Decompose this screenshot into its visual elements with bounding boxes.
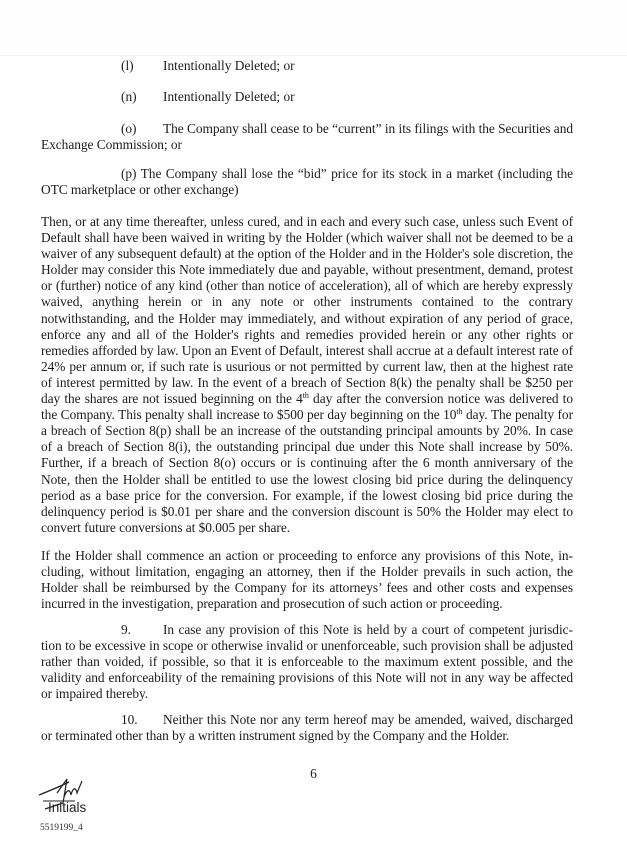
paragraph-text: day after the conversion notice was delivered to the Company. This penalty shall increase to $500 per day beginning on the 10: [41, 391, 573, 423]
item-text: The Company shall cease to be “current” in its filings with the Securities: [163, 121, 551, 136]
item-label: (l): [121, 58, 134, 73]
item-o: [41, 121, 573, 153]
attorney-fees-paragraph: If the Holder shall commence an action or proceeding to enforce any provisions of this Note, including, without limitation, engaging an attorney, then if the Holder prevails in such action, the Holder shall be reimbursed by the Company for its attorneys’ fees and other costs and expenses incurred in the investigation, preparation and prosecution of such action or proceeding.: [41, 548, 573, 612]
item-text-continued: and Exchange Commission; or: [41, 121, 573, 153]
item-l: [121, 58, 295, 74]
item-text: The Company shall lose the “bid” price for its stock in a market (including the: [140, 166, 573, 181]
item-p: [41, 166, 573, 198]
item-n: [121, 89, 295, 105]
section-number: 10.: [121, 712, 138, 727]
page-number: 6: [310, 766, 317, 781]
paragraph-text: day. The penalty for a breach of Section 8(p) shall be an increase of the outstanding principal amounts by 20%. In case of a breach of Section 8(i), the outstanding principal due under this Note shall increase by 50%. Further, if a breach of Section 8(o) occurs or is continuing after the 6 month anniversary of the Note, then the Holder shall be entitled to use the lowest closing bid price during the delinquency period as a base price for the conversion. For example, if the lowest closing bid price during the delinquency period is $0.01 per share and the conversion discount is 50% the Holder may elect to convert future conversions at $0.005 per share.: [41, 407, 573, 535]
section-text: Neither this Note nor any term hereof may be amended, waived, discharged or terminated other than by a written instrument signed by the Company and the Holder.: [41, 712, 573, 744]
paragraph-text: Then, or at any time thereafter, unless cured, and in each and every such case, unless such Event of Default shall have been waived in writing by the Holder (which waiver shall not be deemed to be a waiver of any subsequent default) at the option of the Holder and in the Holder's sole discretion, the Holder may consider this Note immediately due and payable, without presentment, demand, protest or (further) notice of any kind (other than notice of acceleration), all of which are hereby expressly waived, anything herein or in any note or other instruments contained to the contrary notwithstanding, and the Holder may immediately, and without expiration of any period of grace, enforce any and all of the Holder's rights and remedies provided herein or any other rights or remedies afforded by law. Upon an Event of Default, interest shall accrue at a default interest rate of 24% per annum or, if such rate is usurious or not permitted by current law, then at the highest rate of interest permitted by law. In the event of a breach of Section 8(k) the penalty shall be $250 per day the shares are not issued beginning on the 4: [41, 214, 573, 407]
section-text: In case any provision of this Note is held by a court of competent jurisdiction to be excessive in scope or otherwise invalid or unenforceable, such provision shall be adjusted rather than voided, if possible, so that it is enforceable to the maximum extent possible, and the validity and enforceability of the remaining provisions of this Note will not in any way be affected or impaired thereby.: [41, 622, 573, 702]
document-id: 5519199_4: [40, 823, 83, 833]
section-number: 9.: [121, 622, 131, 637]
superscript: th: [456, 407, 463, 417]
item-label: (n): [121, 89, 137, 104]
section-9-paragraph: [41, 622, 573, 702]
item-label: (o): [121, 121, 137, 136]
item-label: (p): [121, 166, 137, 181]
event-of-default-paragraph: [41, 214, 573, 536]
item-text: Intentionally Deleted; or: [163, 58, 295, 73]
section-10-paragraph: [41, 712, 573, 744]
item-text-continued: OTC marketplace or other exchange): [41, 182, 239, 198]
initials-label: Initials: [48, 800, 87, 815]
superscript: th: [302, 391, 309, 401]
item-text: Intentionally Deleted; or: [163, 89, 295, 104]
